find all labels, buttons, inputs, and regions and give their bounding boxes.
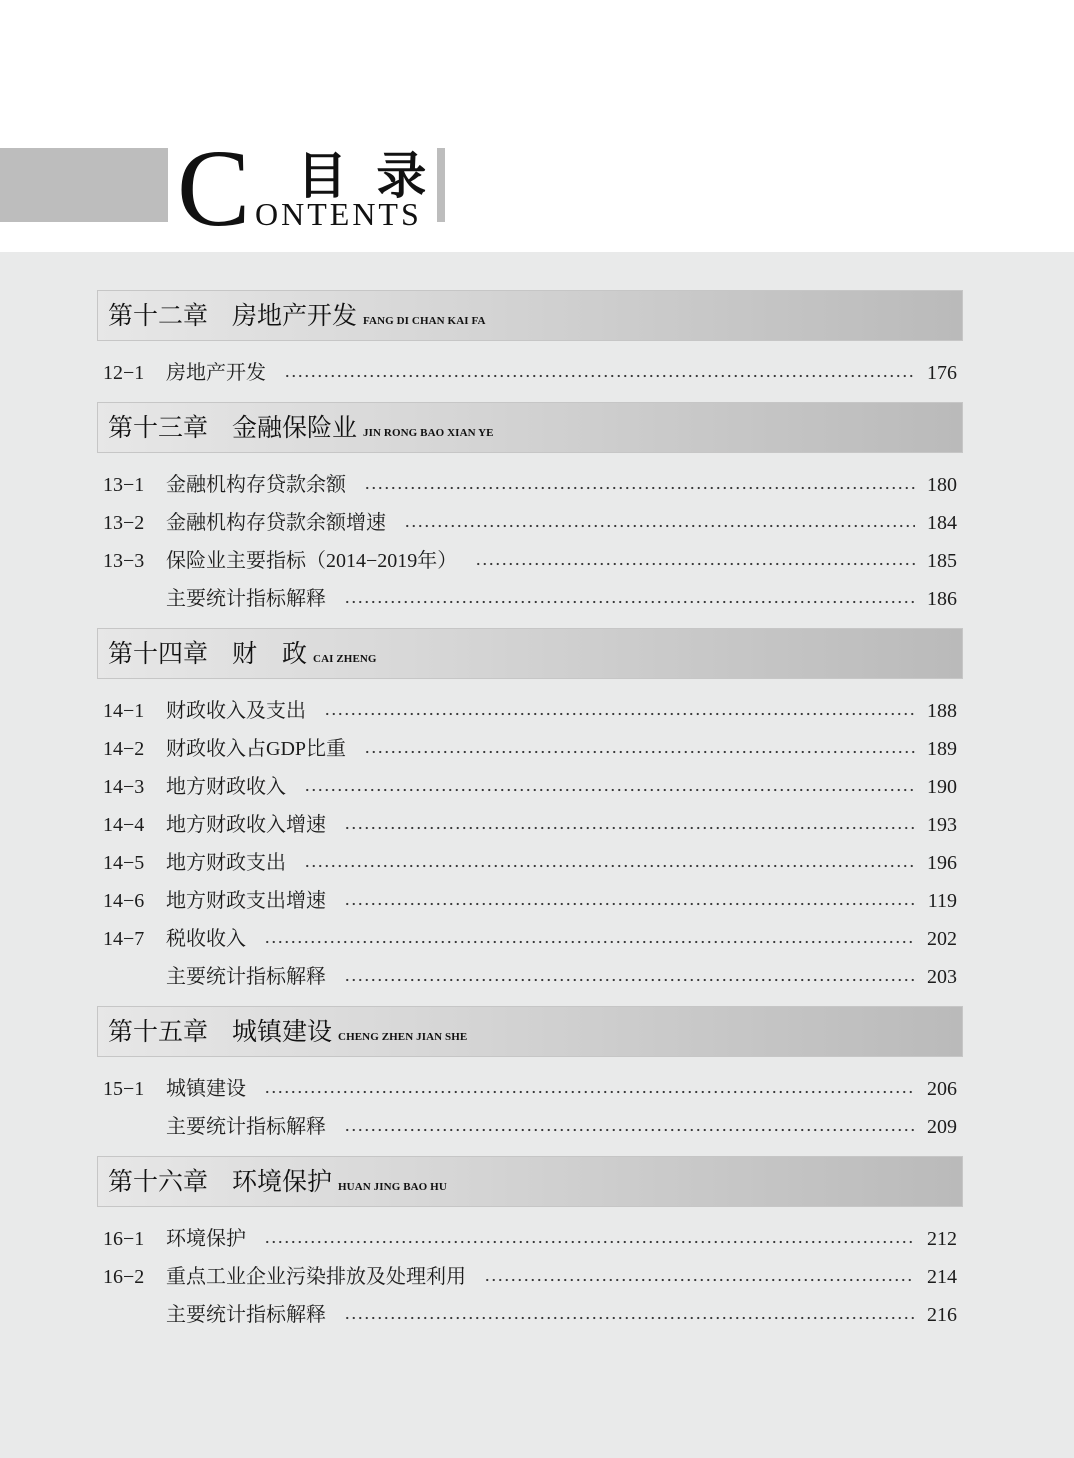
entry-page-number: 193 (927, 814, 957, 836)
chapter-name: 房地产开发 (232, 301, 358, 330)
chapter-14 (97, 628, 963, 996)
entry-page-number: 180 (927, 474, 957, 496)
entry-number: 14−2 (103, 738, 145, 760)
chapter-label: 第十二章 (108, 301, 209, 330)
toc-entry (97, 504, 963, 542)
toc-entry (97, 1220, 963, 1258)
entry-title: 城镇建设 (166, 1078, 246, 1100)
entry-page-number: 186 (927, 588, 957, 610)
entry-list (97, 1070, 963, 1146)
chapter-label: 第十四章 (108, 639, 209, 668)
toc-entry (97, 1296, 963, 1334)
chapter-label: 第十五章 (108, 1017, 209, 1046)
dot-leader (484, 1277, 915, 1283)
contents-header (0, 0, 1074, 252)
dot-leader (344, 977, 915, 983)
entry-number: 14−1 (103, 700, 145, 722)
entry-title: 地方财政收入 (166, 776, 286, 798)
entry-page-number: 209 (927, 1116, 957, 1138)
entry-title: 主要统计指标解释 (166, 1304, 326, 1326)
entry-page-number: 176 (927, 362, 957, 384)
chapter-pinyin: CHENG ZHEN JIAN SHE (338, 1031, 468, 1043)
chapter-label: 第十三章 (108, 413, 209, 442)
chapter-12 (97, 290, 963, 392)
entry-page-number: 119 (927, 890, 957, 912)
dot-leader (404, 523, 915, 529)
dot-leader (364, 749, 915, 755)
entry-number: 13−3 (103, 550, 145, 572)
contents-title-english: ONTENTS (255, 196, 422, 232)
entry-number: 16−1 (103, 1228, 145, 1250)
header-band-left (0, 148, 168, 222)
entry-number: 15−1 (103, 1078, 145, 1100)
entry-title: 主要统计指标解释 (166, 588, 326, 610)
toc-entry (97, 466, 963, 504)
entry-page-number: 190 (927, 776, 957, 798)
entry-title: 环境保护 (166, 1228, 246, 1250)
toc-entry (97, 542, 963, 580)
entry-number: 12−1 (103, 362, 145, 384)
entry-title: 地方财政支出增速 (166, 890, 326, 912)
entry-title: 财政收入及支出 (166, 700, 306, 722)
toc-entry (97, 844, 963, 882)
chapter-name: 金融保险业 (232, 413, 358, 442)
toc-entry (97, 882, 963, 920)
chapter-heading (97, 1156, 963, 1207)
toc-entry (97, 920, 963, 958)
dot-leader (344, 1315, 915, 1321)
chapter-heading (97, 1006, 963, 1057)
chapter-heading (97, 290, 963, 341)
chapter-pinyin: CAI ZHENG (313, 653, 377, 665)
chapter-label: 第十六章 (108, 1167, 209, 1196)
entry-page-number: 184 (927, 512, 957, 534)
entry-title: 主要统计指标解释 (166, 1116, 326, 1138)
entry-number: 14−4 (103, 814, 145, 836)
entry-page-number: 185 (927, 550, 957, 572)
entry-title: 财政收入占GDP比重 (166, 738, 347, 760)
entry-title: 地方财政支出 (166, 852, 286, 874)
chapter-pinyin: HUAN JING BAO HU (338, 1181, 447, 1193)
chapter-name: 财 政 (232, 639, 308, 668)
chapter-13 (97, 402, 963, 618)
entry-page-number: 212 (927, 1228, 957, 1250)
toc-entry (97, 692, 963, 730)
chapter-heading (97, 402, 963, 453)
entry-page-number: 196 (927, 852, 957, 874)
dot-leader (264, 939, 915, 945)
dot-leader (264, 1239, 915, 1245)
chapter-name: 环境保护 (232, 1167, 333, 1196)
dot-leader (475, 561, 915, 567)
toc-entry (97, 354, 963, 392)
dot-leader (344, 599, 915, 605)
entry-page-number: 203 (927, 966, 957, 988)
entry-number: 16−2 (103, 1266, 145, 1288)
entry-page-number: 188 (927, 700, 957, 722)
entry-list (97, 1220, 963, 1334)
dot-leader (324, 711, 915, 717)
toc-entry (97, 1258, 963, 1296)
entry-number: 14−7 (103, 928, 145, 950)
toc-entry (97, 580, 963, 618)
dot-leader (304, 787, 915, 793)
chapter-heading (97, 628, 963, 679)
entry-page-number: 206 (927, 1078, 957, 1100)
entry-page-number: 216 (927, 1304, 957, 1326)
entry-page-number: 189 (927, 738, 957, 760)
toc-entry (97, 768, 963, 806)
entry-list (97, 692, 963, 996)
entry-title: 主要统计指标解释 (166, 966, 326, 988)
entry-number: 14−6 (103, 890, 145, 912)
toc-entry (97, 1108, 963, 1146)
dot-leader (344, 901, 916, 907)
toc-entry (97, 730, 963, 768)
dot-leader (364, 485, 915, 491)
toc-entry (97, 806, 963, 844)
entry-title: 金融机构存贷款余额 (166, 474, 346, 496)
dot-leader (264, 1089, 915, 1095)
entry-number: 13−1 (103, 474, 145, 496)
entry-list (97, 466, 963, 618)
chapter-pinyin: FANG DI CHAN KAI FA (363, 315, 486, 327)
dot-leader (304, 863, 915, 869)
entry-number: 14−3 (103, 776, 145, 798)
entry-title: 重点工业企业污染排放及处理利用 (166, 1266, 466, 1288)
entry-title: 保险业主要指标（2014−2019年） (166, 550, 458, 572)
entry-title: 金融机构存贷款余额增速 (166, 512, 386, 534)
table-of-contents (97, 290, 963, 1344)
dot-leader (284, 373, 915, 379)
chapter-16 (97, 1156, 963, 1334)
entry-page-number: 202 (927, 928, 957, 950)
entry-number: 14−5 (103, 852, 145, 874)
header-band-right (437, 148, 445, 222)
toc-entry (97, 958, 963, 996)
chapter-pinyin: JIN RONG BAO XIAN YE (363, 427, 494, 439)
entry-page-number: 214 (927, 1266, 957, 1288)
contents-title-chinese: 目 录 (297, 146, 433, 205)
entry-title: 税收收入 (166, 928, 246, 950)
entry-title: 地方财政收入增速 (166, 814, 326, 836)
entry-number: 13−2 (103, 512, 145, 534)
dot-leader (344, 825, 915, 831)
entry-list (97, 354, 963, 392)
contents-initial-letter: C (177, 127, 251, 249)
entry-title: 房地产开发 (166, 362, 266, 384)
chapter-15 (97, 1006, 963, 1146)
chapter-name: 城镇建设 (232, 1017, 333, 1046)
dot-leader (344, 1127, 915, 1133)
toc-entry (97, 1070, 963, 1108)
